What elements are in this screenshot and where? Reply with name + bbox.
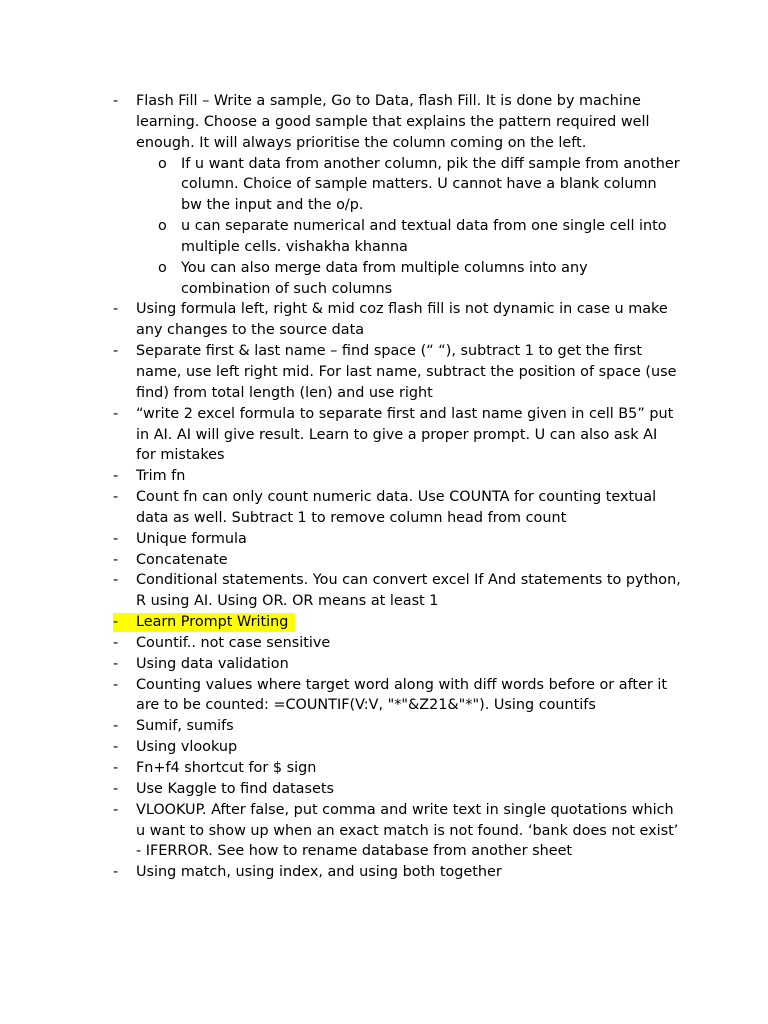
- list-item-text: Flash Fill – Write a sample, Go to Data, flash Fill. It is done by machine learning. Choose a good sample that explains the pattern required well enough. It will always prioritise the column coming on the left.: [136, 93, 650, 151]
- highlighted-list-item: [113, 612, 681, 633]
- list-item-text: Unique formula: [136, 530, 247, 547]
- dash-marker: -: [113, 739, 119, 756]
- dash-marker: -: [113, 760, 119, 776]
- document-body: [0, 91, 768, 883]
- sub-list-item: [158, 258, 681, 300]
- dash-marker: -: [113, 718, 119, 735]
- list-item-text: Trim fn: [136, 468, 186, 485]
- dash-marker: -: [113, 676, 119, 693]
- list-item: [113, 91, 681, 154]
- dash-marker: -: [113, 780, 119, 797]
- list-item: [113, 800, 681, 863]
- list-item: [113, 550, 681, 571]
- list-item-text: Concatenate: [136, 551, 228, 568]
- list-item-text: Countif.. not case sensitive: [136, 634, 331, 651]
- dash-marker: -: [113, 530, 119, 547]
- sub-list-item: [158, 154, 681, 217]
- list-item: [113, 570, 681, 612]
- dash-marker: -: [113, 489, 119, 506]
- list-item: [113, 862, 681, 883]
- dash-marker: -: [113, 634, 119, 651]
- list-item: [113, 716, 681, 737]
- list-item-text: Using match, using index, and using both together: [136, 864, 502, 881]
- list-item-text: Using vlookup: [136, 739, 238, 756]
- list-item-text: Using data validation: [136, 655, 289, 672]
- dash-marker: -: [113, 801, 119, 818]
- dash-marker: -: [113, 93, 119, 109]
- list-item: [113, 404, 681, 467]
- list-item-text: Use Kaggle to find datasets: [136, 780, 334, 797]
- dash-marker: -: [113, 301, 119, 318]
- list-item: [113, 299, 681, 341]
- dash-marker: -: [113, 343, 119, 360]
- list-item: [113, 758, 681, 779]
- list-item: [113, 341, 681, 404]
- dash-marker: -: [113, 655, 119, 672]
- list-item-text: Sumif, sumifs: [136, 718, 234, 735]
- list-item: [113, 466, 681, 487]
- dash-marker: -: [113, 405, 119, 422]
- sub-list-item-text: If u want data from another column, pik the diff sample from another column. Choice of sample matters. U cannot have a blank column bw the input and the o/p.: [181, 155, 680, 214]
- dash-marker: -: [113, 551, 119, 568]
- list-item: [113, 737, 681, 758]
- list-item-text: Learn Prompt Writing: [136, 614, 289, 631]
- list-item: [113, 529, 681, 550]
- circle-marker: o: [158, 155, 167, 172]
- list-item-text: “write 2 excel formula to separate first and last name given in cell B5” put in AI. AI will give result. Learn to give a proper prompt. U can also ask AI for mistakes: [136, 405, 674, 464]
- list-item-text: Fn+f4 shortcut for $ sign: [136, 760, 317, 776]
- dash-marker: -: [113, 572, 119, 589]
- dash-marker: -: [113, 864, 119, 881]
- list-item-text: Conditional statements. You can convert excel If And statements to python, R using AI. Using OR. OR means at least 1: [136, 572, 681, 610]
- circle-marker: o: [158, 259, 167, 276]
- list-item: [113, 675, 681, 717]
- list-item: [113, 487, 681, 529]
- list-item: [113, 779, 681, 800]
- list-item-text: Using formula left, right & mid coz flash fill is not dynamic in case u make any changes to the source data: [136, 301, 668, 339]
- list-item-text: Separate first & last name – find space (“ “), subtract 1 to get the first name, use left right mid. For last name, subtract the position of space (use find) from total length (len) and use right: [136, 343, 677, 401]
- circle-marker: o: [158, 218, 167, 235]
- list-item-text: VLOOKUP. After false, put comma and write text in single quotations which u want to show up when an exact match is not found. ‘bank does not exist’ - IFERROR. See how to rename database from another sheet: [136, 801, 679, 860]
- list-item-text: Counting values where target word along with diff words before or after it are to be counted: =COUNTIF(V:V, "*"&Z21&"*"). Using countifs: [136, 676, 668, 714]
- dash-marker: -: [113, 614, 119, 631]
- sub-list-item-text: You can also merge data from multiple columns into any combination of such columns: [181, 259, 588, 297]
- list-item-text: Count fn can only count numeric data. Use COUNTA for counting textual data as well. Subtract 1 to remove column head from count: [136, 489, 657, 526]
- dash-marker: -: [113, 468, 119, 485]
- sub-list-item: [158, 216, 681, 258]
- sub-list-item-text: u can separate numerical and textual data from one single cell into multiple cells. vishakha khanna: [181, 218, 667, 255]
- list-item: [113, 633, 681, 654]
- list-item: [113, 654, 681, 675]
